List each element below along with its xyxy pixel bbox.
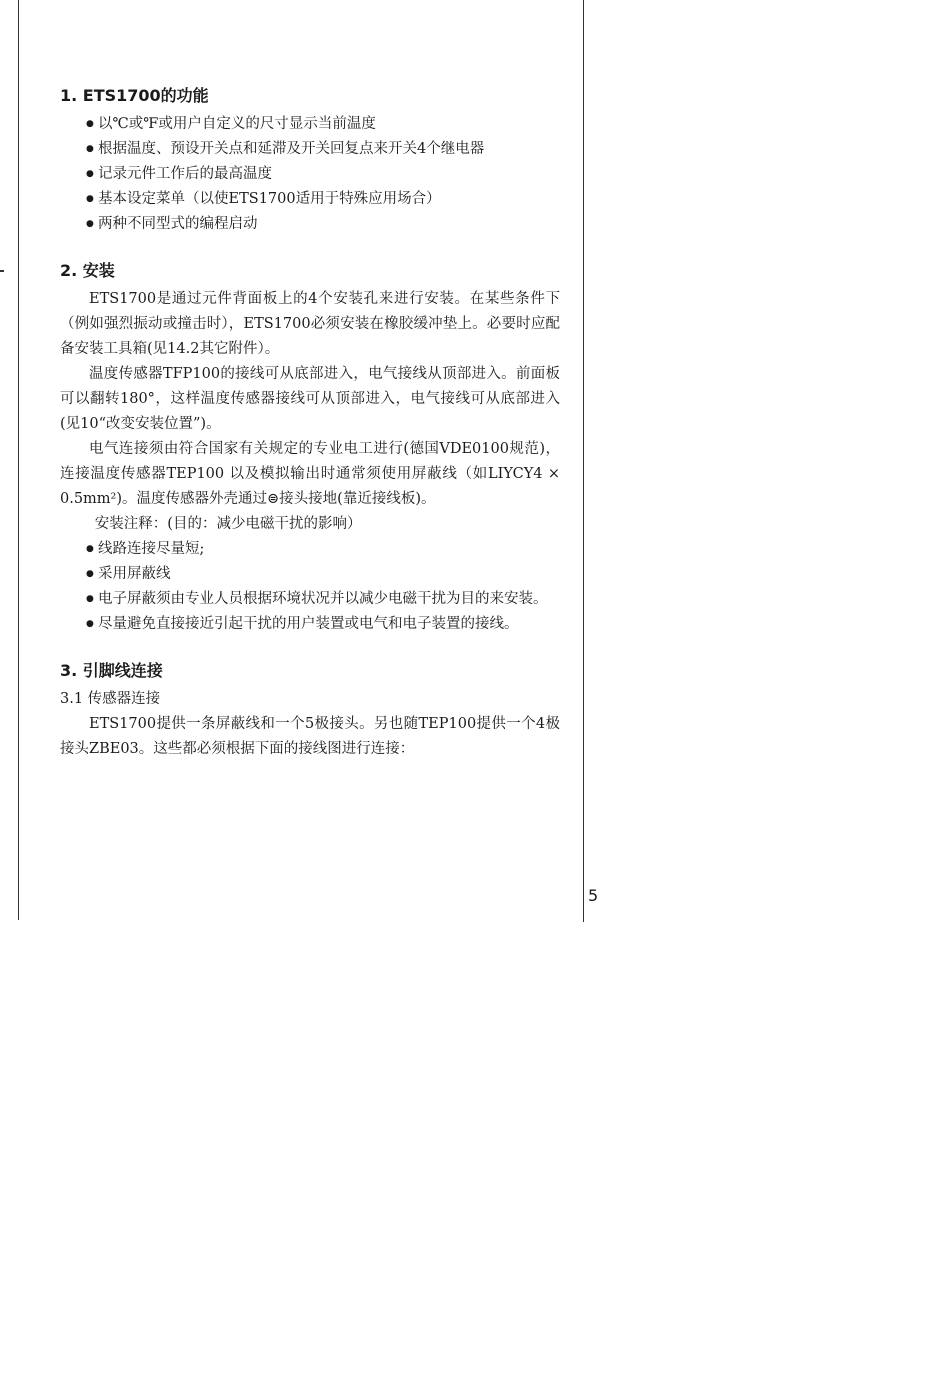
paragraph: 温度传感器TFP100的接线可从底部进入，电气接线从顶部进入。前面板可以翻转180°，这样温度传感器接线可从顶部进入，电气接线可从底部进入(见10“改变安装位置”)。 (60, 366, 560, 432)
list-item: ● 两种不同型式的编程启动 (60, 212, 560, 237)
paragraph: ETS1700是通过元件背面板上的4个安装孔来进行安装。在某些条件下（例如强烈振动或撞击时），ETS1700必须安装在橡胶缓冲垫上。必要时应配备安装工具箱(见14.2其它附件）。 (60, 291, 560, 357)
section-1-title: 1. ETS1700的功能 (60, 86, 209, 105)
installation-notes-list (60, 537, 560, 637)
paragraph: ETS1700提供一条屏蔽线和一个5极接头。另也随TEP100提供一个4极接头ZBE03。这些都必须根据下面的接线图进行连接： (60, 716, 560, 757)
section-wiring (60, 659, 560, 762)
list-item: ● 线路连接尽量短; (60, 537, 560, 562)
left-margin-rule (18, 0, 19, 920)
section-functions (60, 84, 560, 237)
list-item: ● 尽量避免直接接近引起干扰的用户装置或电气和电子装置的接线。 (60, 612, 560, 637)
page-content (60, 84, 560, 784)
paragraph: 电气连接须由符合国家有关规定的专业电工进行(德国VDE0100规范)，连接温度传感器TEP100 以及模拟输出时通常须使用屏蔽线（如LIYCY4 × 0.5mm²)。温度传感器外壳通过⊜接头接地(靠近接线板)。 (60, 441, 560, 507)
section-2-title: 2. 安装 (60, 261, 115, 280)
list-item: ● 根据温度、预设开关点和延滞及开关回复点来开关4个继电器 (60, 137, 560, 162)
list-item: ● 以℃或℉或用户自定义的尺寸显示当前温度 (60, 112, 560, 137)
list-item: ● 记录元件工作后的最高温度 (60, 162, 560, 187)
list-item: ● 电子屏蔽须由专业人员根据环境状况并以减少电磁干扰为目的来安装。 (60, 587, 560, 612)
installation-note: 安装注释：(目的：减少电磁干扰的影响） (94, 516, 362, 532)
section-installation (60, 259, 560, 637)
right-margin-rule (583, 0, 584, 922)
subsection-title: 3.1 传感器连接 (60, 691, 161, 707)
functions-list (60, 112, 560, 237)
list-item: ● 采用屏蔽线 (60, 562, 560, 587)
list-item: ● 基本设定菜单（以使ETS1700适用于特殊应用场合） (60, 187, 560, 212)
section-3-title: 3. 引脚线连接 (60, 661, 163, 680)
margin-tick-mark (0, 270, 4, 272)
page-number: 5 (588, 886, 599, 905)
